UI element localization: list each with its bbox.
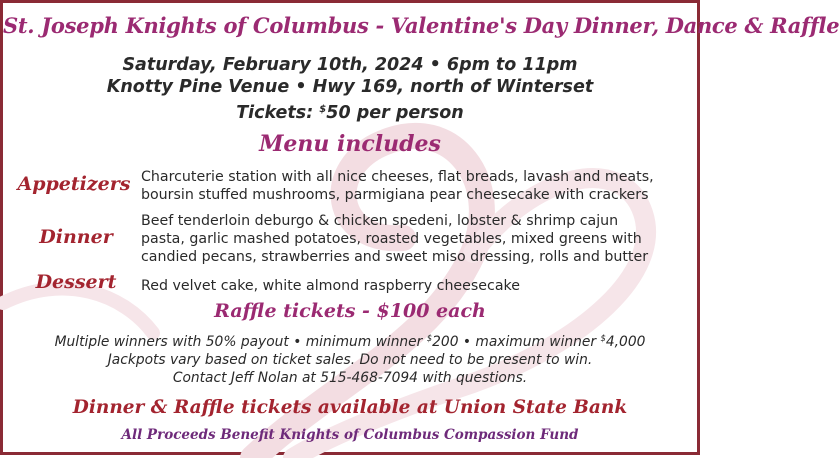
appetizers-label: Appetizers: [17, 173, 131, 195]
appetizers-line: boursin stuffed mushrooms, parmigiana pear cheesecake with crackers: [141, 187, 649, 203]
raffle-currency: $: [600, 334, 606, 344]
raffle-jackpot-line: Jackpots vary based on ticket sales. Do not need to be present to win.: [107, 352, 593, 368]
ticket-price-amount: 50 per person: [326, 103, 464, 123]
ticket-price-currency: $: [319, 104, 327, 115]
event-venue: Knotty Pine Venue • Hwy 169, north of Winterset: [106, 77, 594, 97]
dessert-line: Red velvet cake, white almond raspberry cheesecake: [141, 278, 520, 294]
ticket-price: [3, 99, 697, 124]
appetizers-description: [141, 168, 681, 204]
dinner-line: pasta, garlic mashed potatoes, roasted vegetables, mixed greens with: [141, 231, 642, 247]
ticket-availability: Dinner & Raffle tickets available at Union State Bank: [72, 397, 628, 418]
raffle-currency: $: [426, 334, 433, 344]
dinner-line: candied pecans, strawberries and sweet miso dressing, rolls and butter: [141, 249, 649, 265]
dessert-label: Dessert: [35, 271, 117, 293]
raffle-payout-text: Multiple winners with 50% payout • minimum winner: [54, 334, 427, 350]
raffle-contact-line: Contact Jeff Nolan at 515-468-7094 with questions.: [172, 370, 528, 386]
ticket-price-prefix: Tickets:: [236, 103, 320, 123]
event-title: St. Joseph Knights of Columbus - Valentine's Day Dinner, Dance & Raffle: [3, 13, 839, 38]
proceeds-note: All Proceeds Benefit Knights of Columbus Compassion Fund: [121, 427, 579, 443]
raffle-payout-text: 200 • maximum winner: [432, 334, 601, 350]
raffle-details: [3, 330, 697, 387]
appetizers-line: Charcuterie station with all nice cheeses, flat breads, lavash and meats,: [141, 169, 654, 185]
dinner-description: [141, 212, 681, 266]
raffle-payout-line: [3, 330, 697, 351]
dinner-label: Dinner: [39, 226, 113, 248]
raffle-heading: Raffle tickets - $100 each: [214, 300, 486, 322]
dessert-description: [141, 277, 681, 295]
menu-heading: Menu includes: [259, 131, 441, 157]
event-date-time: Saturday, February 10th, 2024 • 6pm to 11pm: [122, 55, 578, 75]
dinner-line: Beef tenderloin deburgo & chicken spedeni, lobster & shrimp cajun: [141, 213, 619, 229]
raffle-payout-text: 4,000: [605, 334, 646, 350]
